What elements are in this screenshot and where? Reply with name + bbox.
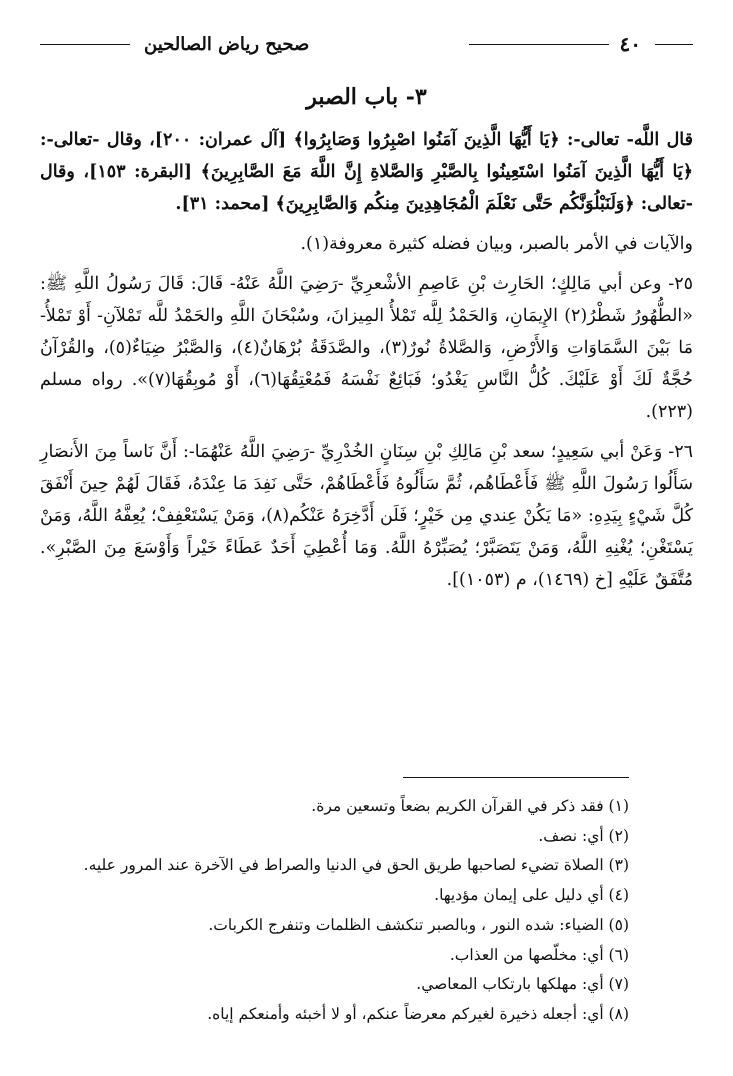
footnote-6: (٦) أي: مخلّصها من العذاب. [449,945,629,964]
footnote-8: (٨) أي: أجعله ذخيرة لغيركم معرضاً عنكم، أو لا أخبئه وأمنعكم إياه. [207,1004,629,1023]
footnote-1: (١) فقد ذكر في القرآن الكريم بضعاً وتسعين مرة. [311,797,629,815]
running-header [40,30,693,64]
header-rule-left [40,44,130,45]
footnote-3: (٣) الصلاة تضيء لصاحبها طريق الحق في الدنيا والصراط في الآخرة عند المرور عليه. [83,856,629,875]
header-rule-middle [469,44,609,45]
header-rule-right [655,44,693,45]
footnote-5: (٥) الضياء: شده النور ، وبالصبر تنكشف الظلمات وتنفرج الكربات. [208,915,629,934]
hadith-25-paragraph: ٢٥- وعن أبي مَالِكٍ؛ الحَارِث بْنِ عَاصِمِ الأشْعرِيِّ -رَضِيَ اللَّهُ عَنْهُ- قَالَ: قَالَ رَسُولُ اللَّهِ ﷺ: «الطُّهُورُ شَطْرُ(٢) الإِيمَانِ، وَالحَمْدُ لِلَّه تَمْلأُ المِيزانَ، وسُبْحَانَ اللَّهِ والحَمْدُ للَّه تَمْلآنِ- أَوْ تَمْلأُ- مَا بَيْنَ السَّمَاوَاتِ وَالأَرْضِ، وَالصَّلاةُ نُورٌ(٣)، والصَّدَقَةُ بُرْهَانٌ(٤)، وَالصَّبْرُ ضِيَاءٌ(٥)، والقُرْآنُ حُجَّةٌ لَكَ أَوْ عَلَيْكَ. كُلُّ النَّاسِ يَغْدُو؛ فَبَائِعٌ نَفْسَهُ فَمُعْتِقُهَا(٦)، أَوْ مُوبِقُهَا(٧)». رواه مسلم (٢٢٣). [40,274,693,422]
hadith-26-paragraph: ٢٦- وَعَنْ أبي سَعِيدٍ؛ سعد بْنِ مَالِكِ بْنِ سِنَانٍ الخُدْرِيِّ -رَضِيَ اللَّهُ عَنْهُمَا-: أَنَّ نَاساً مِنَ الأَنصَارِ سَأَلُوا رَسُولَ اللَّهِ ﷺ فَأَعْطَاهُم، ثُمَّ سَأَلُوهُ فَأَعْطَاهُمْ، حَتَّى نَفِدَ مَا عِنْدَهُ، فَقَالَ لَهُمْ حِينَ أَنْفَقَ كُلَّ شَيْءٍ بِيَدِهِ: «مَا يَكُنْ عِندي مِن خَيْرٍ؛ فَلَن أَدَّخِرَهُ عَنْكُم(٨)، وَمَنْ يَسْتَعْفِفْ؛ يُعِفَّهُ اللَّهُ، وَمَنْ يَسْتَغْنِ؛ يُغْنِهِ اللَّهُ، وَمَنْ يَتَصَبَّرْ؛ يُصَبِّرْهُ اللَّهُ. وَمَا أُعْطِيَ أَحَدٌ عَطَاءً خَيْراً وَأَوْسَعَ مِنَ الصَّبْرِ». مُتَّفَقٌ عَلَيْهِ [خ (١٤٦٩)، م (١٠٥٣)]. [40,442,693,590]
footnotes-list [40,792,629,1030]
footnote-2: (٢) أي: نصف. [538,826,629,845]
footnote-separator [403,777,629,778]
page-number: ٤٠ [619,32,641,56]
running-title: صحيح رياض الصالحين [144,34,310,55]
footnote-7: (٧) أي: مهلكها بارتكاب المعاصي. [416,975,629,994]
verses-paragraph: قال اللَّه- تعالى-: ﴿يَا أَيُّهَا الَّذِينَ آمَنُوا اصْبِرُوا وَصَابِرُوا﴾ [آل عمران: ٢٠٠]، وقال -تعالى-: ﴿يَا أَيُّهَا الَّذِينَ آمَنُوا اسْتَعِينُوا بِالصَّبْرِ وَالصَّلاةِ إِنَّ اللَّهَ مَعَ الصَّابِرِينَ﴾ [البقرة: ١٥٣]، وقال -تعالى: ﴿وَلَنَبْلُوَنَّكُم حَتَّى نَعْلَمَ الْمُجَاهِدِينَ مِنكُم وَالصَّابِرِينَ﴾ [محمد: ٣١]. [40,130,693,214]
intro-paragraph: والآيات في الأمر بالصبر، وبيان فضله كثيرة معروفة(١). [300,234,693,254]
footnote-4: (٤) أي دليل على إيمان مؤديها. [434,886,629,905]
chapter-title: ٣- باب الصبر [306,84,427,110]
main-text [40,124,693,604]
